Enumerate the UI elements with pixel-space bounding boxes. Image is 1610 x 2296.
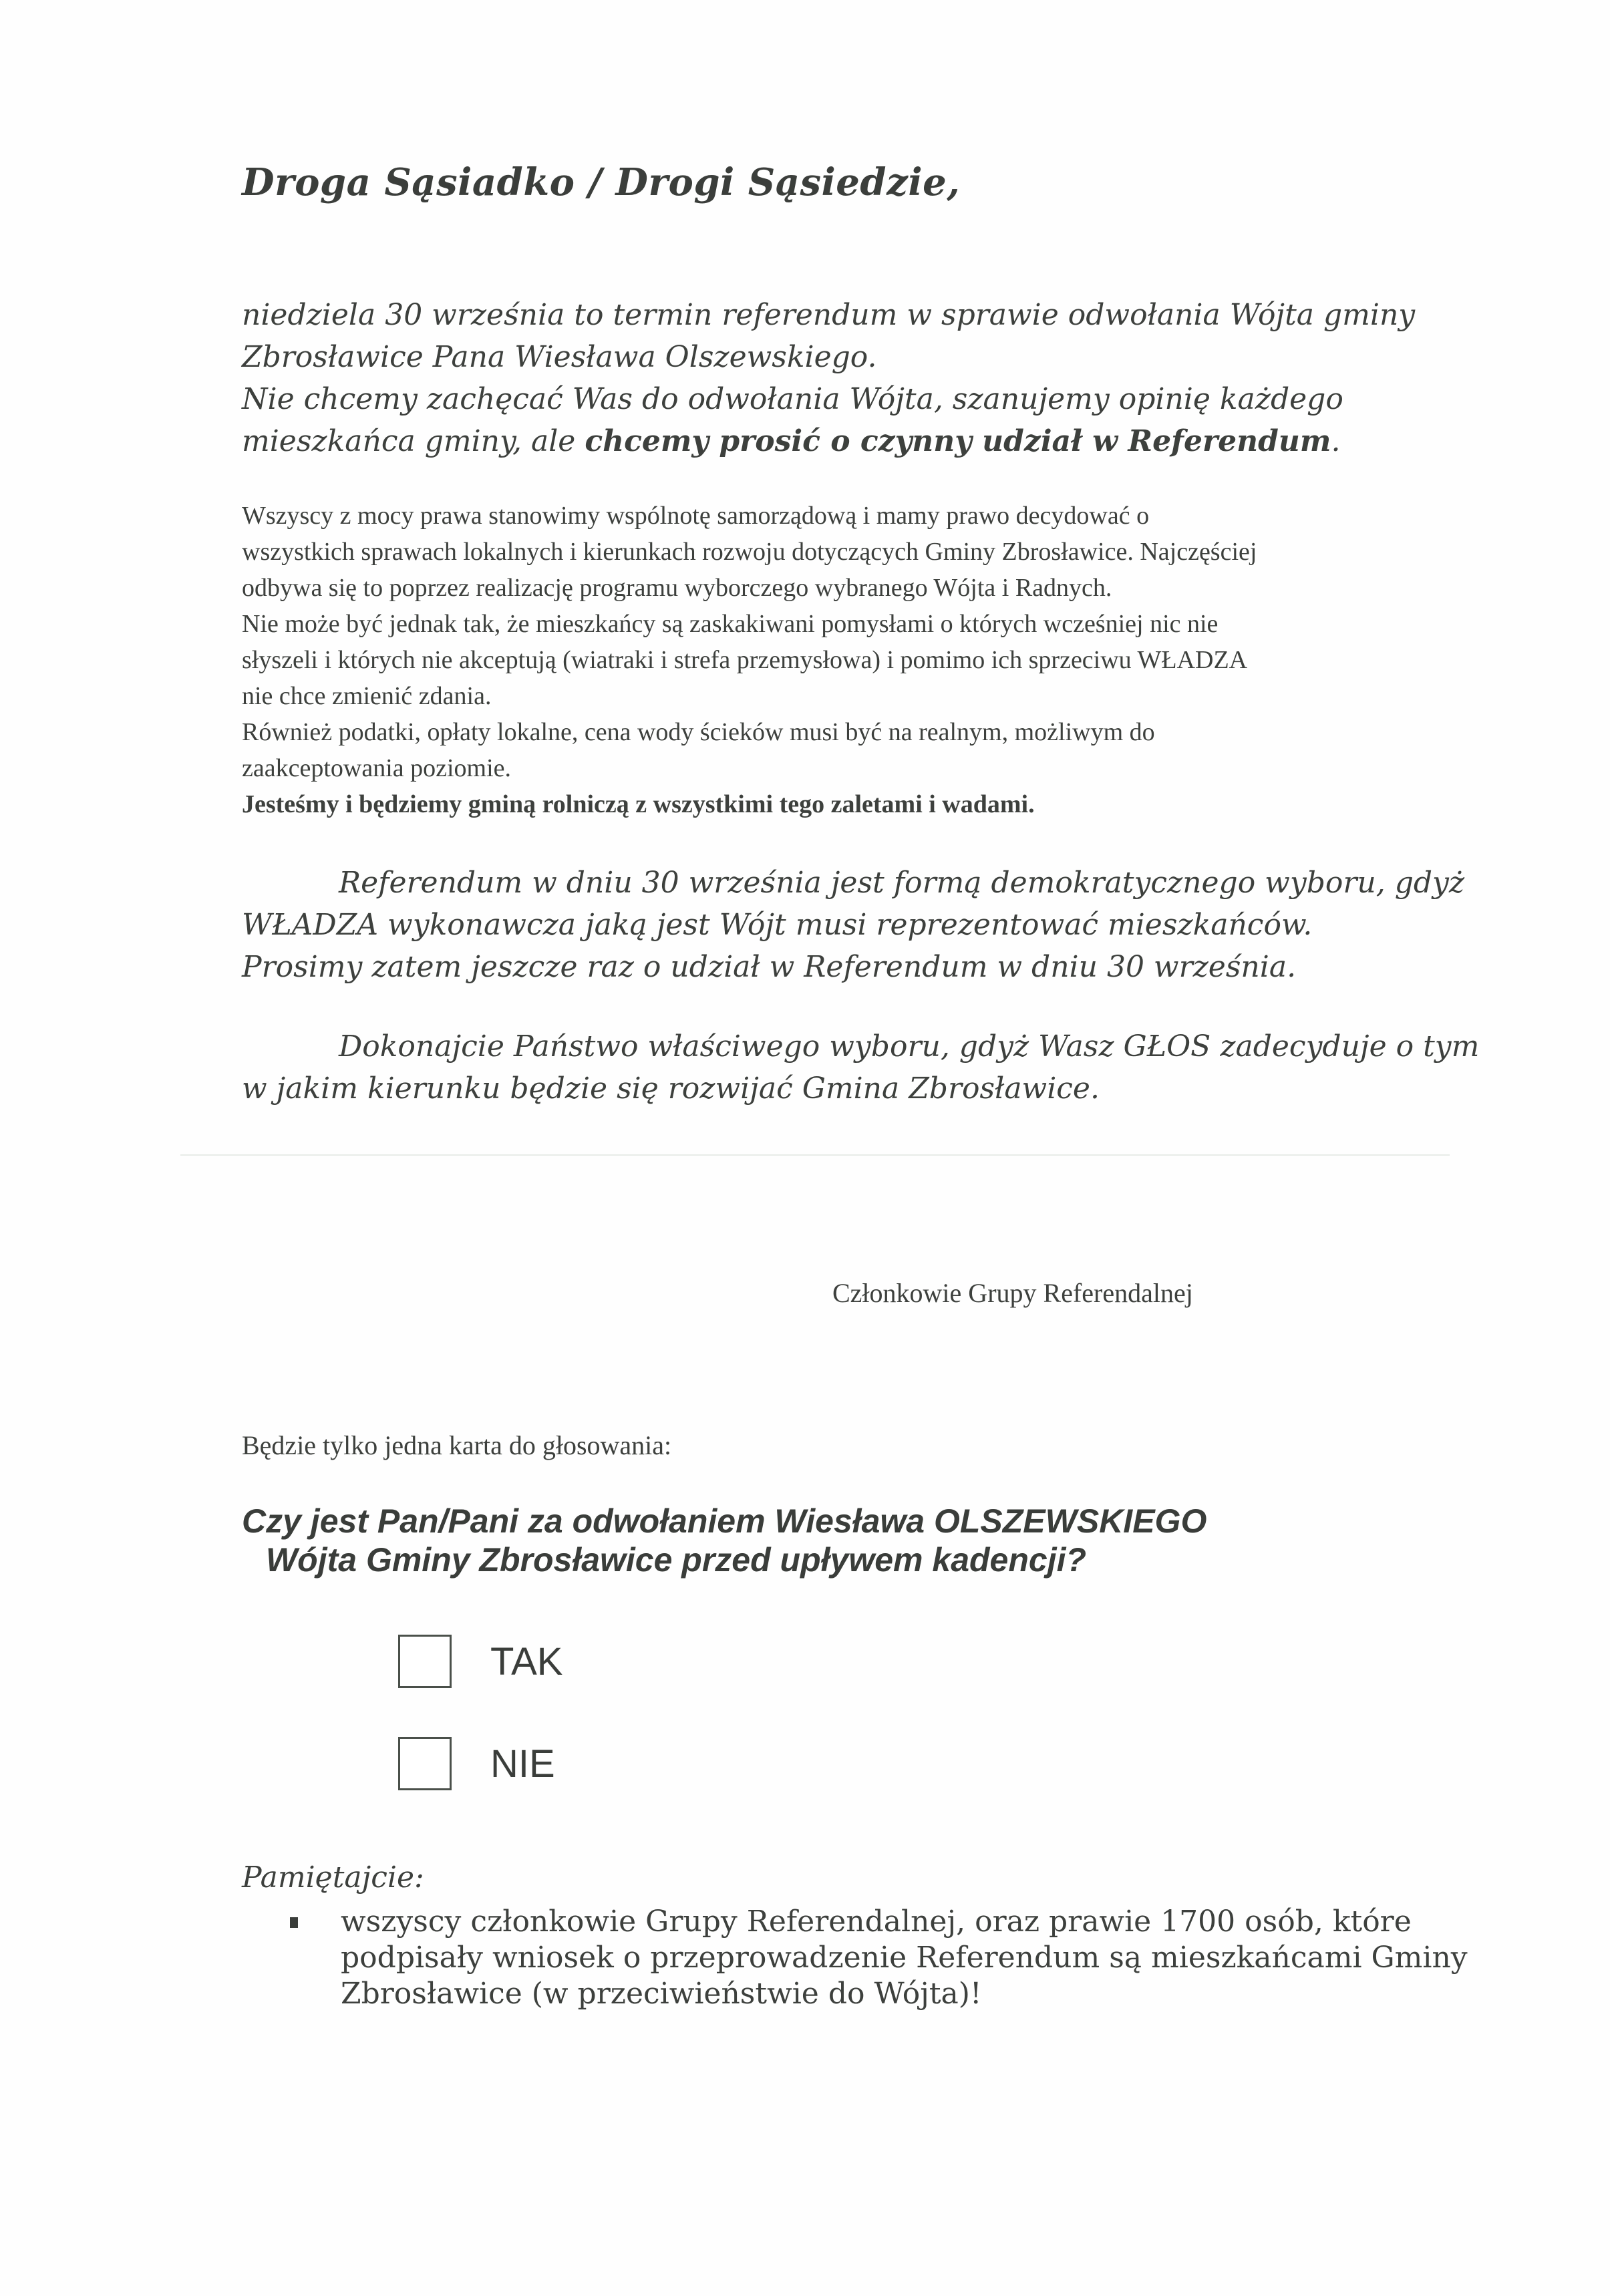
square-bullet-icon <box>290 1917 298 1928</box>
ballot-question-line: Wójta Gminy Zbrosławice przed upływem kadencji? <box>265 1541 1087 1579</box>
intro-line: niedziela 30 września to termin referendum w sprawie odwołania Wójta gminy <box>242 298 1416 332</box>
referendum-line: Referendum w dniu 30 września jest formą demokratycznego wyboru, gdyż <box>339 866 1465 900</box>
intro-line: Nie chcemy zachęcać Was do odwołania Wójta, szanujemy opinię każdego <box>242 382 1343 416</box>
reminder-title: Pamiętajcie: <box>242 1860 424 1895</box>
scan-edge-line <box>180 1154 1450 1156</box>
ballot-question <box>242 1502 1207 1579</box>
ballot-option-nie[interactable] <box>398 1736 555 1792</box>
body-line: Nie może być jednak tak, że mieszkańcy są zaskakiwani pomysłami o których wcześniej nic nie <box>242 610 1219 638</box>
tak-checkbox[interactable] <box>398 1635 452 1688</box>
referendum-line: WŁADZA wykonawcza jaką jest Wójt musi reprezentować mieszkańców. <box>242 908 1313 942</box>
intro-bold-text: chcemy prosić o czynny udział w Referendum <box>585 424 1331 458</box>
body-bold-line: Jesteśmy i będziemy gminą rolniczą z wszystkimi tego zaletami i wadami. <box>242 790 1035 818</box>
intro-line: Zbrosławice Pana Wiesława Olszewskiego. <box>242 340 877 374</box>
reminder-list <box>242 1904 1511 2012</box>
greeting-heading: Droga Sąsiadko / Drogi Sąsiedzie, <box>242 160 961 204</box>
closing-line: w jakim kierunku będzie się rozwijać Gmina Zbrosławice. <box>242 1072 1100 1106</box>
tak-label: TAK <box>490 1639 563 1683</box>
intro-line-last <box>242 420 1511 462</box>
referendum-line: Prosimy zatem jeszcze raz o udział w Referendum w dniu 30 września. <box>242 950 1297 984</box>
body-line: wszystkich sprawach lokalnych i kierunkach rozwoju dotyczących Gminy Zbrosławice. Najczęściej <box>242 538 1257 566</box>
body-line: słyszeli i których nie akceptują (wiatraki i strefa przemysłowa) i pomimo ich sprzeciwu WŁADZA <box>242 646 1248 674</box>
body-line: Wszyscy z mocy prawa stanowimy wspólnotę samorządową i mamy prawo decydować o <box>242 502 1150 530</box>
intro-paragraph <box>242 294 1511 462</box>
closing-line: Dokonajcie Państwo właściwego wyboru, gdyż Wasz GŁOS zadecyduje o tym <box>339 1029 1480 1063</box>
nie-label: NIE <box>490 1742 555 1786</box>
body-line: Również podatki, opłaty lokalne, cena wody ścieków musi być na realnym, możliwym do <box>242 718 1155 746</box>
reminder-line: wszyscy członkowie Grupy Referendalnej, oraz prawie 1700 osób, które <box>341 1905 1412 1939</box>
body-paragraph <box>242 498 1511 822</box>
ballot-intro: Będzie tylko jedna karta do głosowania: <box>242 1430 672 1460</box>
reminder-line: podpisały wniosek o przeprowadzenie Referendum są mieszkańcami Gminy <box>341 1941 1468 1975</box>
ballot-option-tak[interactable] <box>398 1633 563 1689</box>
ballot-question-line: Czy jest Pan/Pani za odwołaniem Wiesława OLSZEWSKIEGO <box>242 1502 1207 1540</box>
reminder-line: Zbrosławice (w przeciwieństwie do Wójta)! <box>341 1977 982 2011</box>
reminder-list-item <box>242 1904 1511 2012</box>
referendum-paragraph <box>242 862 1511 988</box>
signature: Członkowie Grupy Referendalnej <box>832 1278 1193 1308</box>
body-line: odbywa się to poprzez realizację programu wyborczego wybranego Wójta i Radnych. <box>242 574 1112 602</box>
intro-plain-text: mieszkańca gminy, ale <box>242 424 585 458</box>
nie-checkbox[interactable] <box>398 1737 452 1790</box>
intro-line-end: . <box>1331 424 1341 458</box>
body-line: nie chce zmienić zdania. <box>242 682 492 710</box>
closing-paragraph <box>242 1025 1511 1110</box>
body-line: zaakceptowania poziomie. <box>242 754 512 782</box>
